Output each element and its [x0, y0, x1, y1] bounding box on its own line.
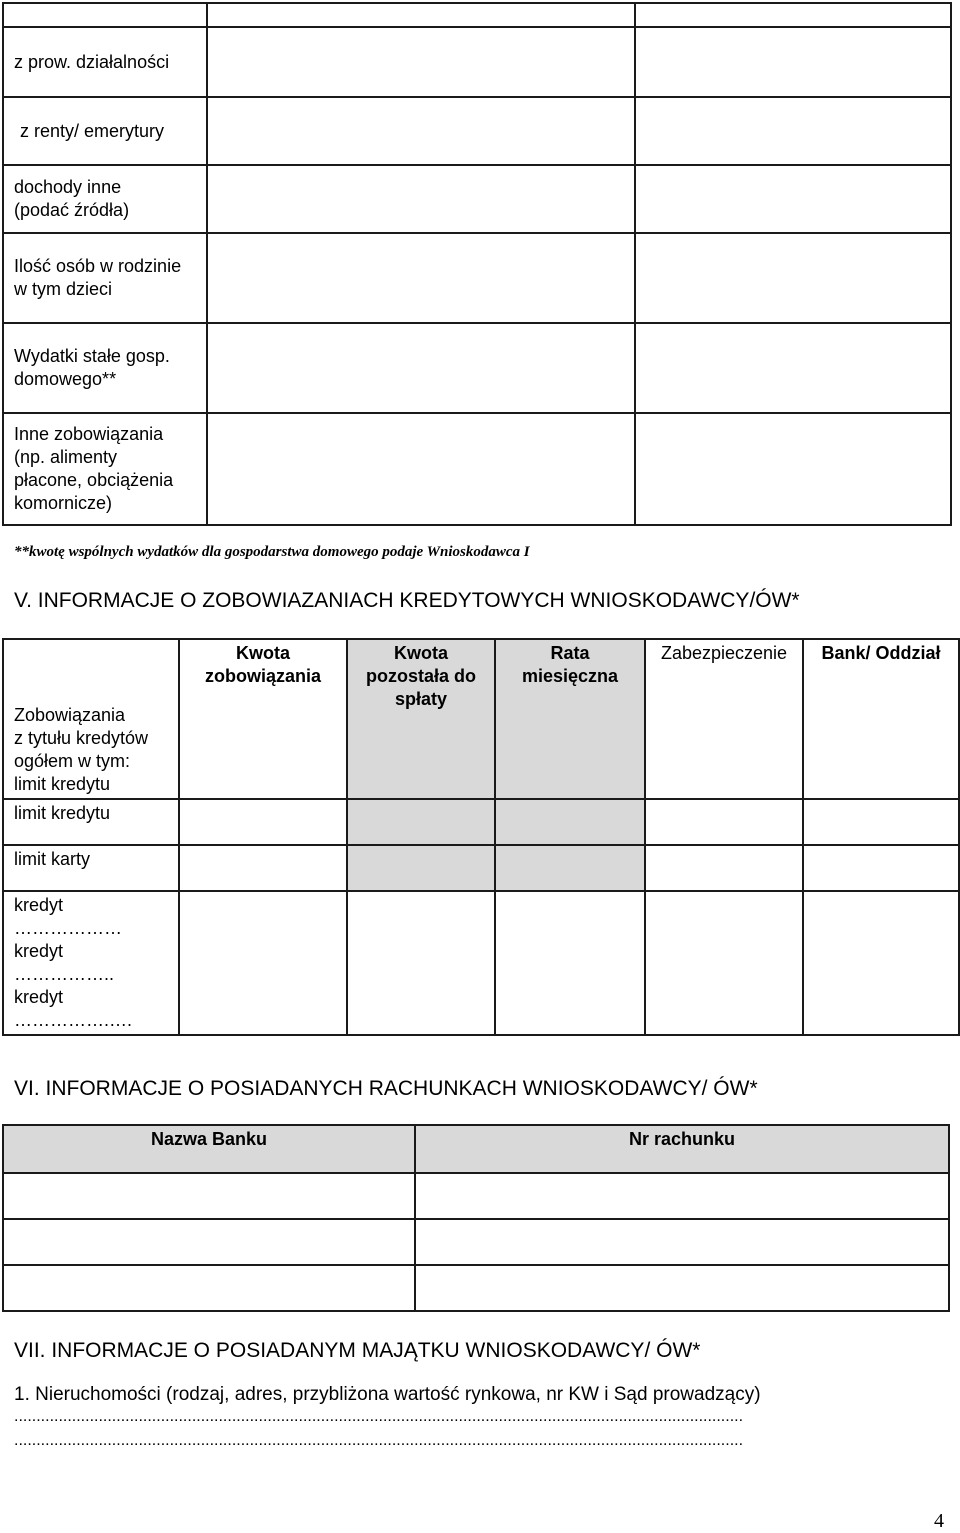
value-cell[interactable] — [645, 845, 803, 891]
value-cell[interactable] — [635, 233, 951, 323]
liabilities-table — [2, 638, 960, 1036]
value-cell[interactable] — [803, 845, 959, 891]
table-row — [3, 1173, 949, 1219]
value-cell[interactable] — [207, 233, 635, 323]
table-row — [3, 891, 959, 1035]
value-cell[interactable] — [207, 27, 635, 97]
value-cell[interactable] — [347, 845, 495, 891]
value-cell[interactable] — [415, 1173, 949, 1219]
value-cell[interactable] — [179, 891, 347, 1035]
row-label: dochody inne (podać źródła) — [3, 165, 207, 233]
column-header: Kwota zobowiązania — [179, 639, 347, 799]
table-row — [3, 97, 951, 165]
table-row — [3, 1265, 949, 1311]
value-cell[interactable] — [495, 845, 645, 891]
table-row — [3, 3, 951, 27]
footnote: **kwotę wspólnych wydatków dla gospodarstwa domowego podaje Wnioskodawca I — [14, 544, 530, 560]
row-label: Zobowiązania z tytułu kredytów ogółem w tym: limit kredytu — [3, 639, 179, 799]
page-number: 4 — [934, 1510, 944, 1532]
value-cell[interactable] — [3, 1265, 415, 1311]
property-item: 1. Nieruchomości (rodzaj, adres, przybliżona wartość rynkowa, nr KW i Sąd prowadzący) — [14, 1384, 761, 1405]
row-label: z prow. działalności — [3, 27, 207, 97]
value-cell[interactable] — [635, 3, 951, 27]
value-cell[interactable] — [635, 97, 951, 165]
value-cell[interactable] — [179, 845, 347, 891]
value-cell[interactable] — [495, 891, 645, 1035]
section-vii-title: VII. INFORMACJE O POSIADANYM MAJĄTKU WNIOSKODAWCY/ ÓW* — [14, 1339, 701, 1362]
value-cell[interactable] — [803, 891, 959, 1035]
value-cell[interactable] — [415, 1219, 949, 1265]
table-row — [3, 233, 951, 323]
value-cell[interactable] — [803, 799, 959, 845]
value-cell[interactable] — [207, 165, 635, 233]
table-row — [3, 845, 959, 891]
row-label: Wydatki stałe gosp. domowego** — [3, 323, 207, 413]
value-cell[interactable] — [207, 3, 635, 27]
value-cell[interactable] — [645, 891, 803, 1035]
table-row — [3, 1219, 949, 1265]
accounts-table — [2, 1124, 950, 1312]
value-cell[interactable] — [207, 413, 635, 525]
row-label: z renty/ emerytury — [3, 97, 207, 165]
table-row — [3, 165, 951, 233]
value-cell[interactable] — [3, 1219, 415, 1265]
section-v-title: V. INFORMACJE O ZOBOWIAZANIACH KREDYTOWYCH WNIOSKODAWCY/ÓW* — [14, 589, 800, 612]
column-header: Nazwa Banku — [3, 1125, 415, 1173]
row-label — [3, 3, 207, 27]
table-row — [3, 413, 951, 525]
row-label: limit kredytu — [3, 799, 179, 845]
table-row — [3, 323, 951, 413]
section-vi-title: VI. INFORMACJE O POSIADANYCH RACHUNKACH WNIOSKODAWCY/ ÓW* — [14, 1077, 758, 1100]
value-cell[interactable] — [495, 799, 645, 845]
value-cell[interactable] — [207, 323, 635, 413]
table-row — [3, 27, 951, 97]
value-cell[interactable] — [635, 165, 951, 233]
table-row — [3, 1125, 949, 1173]
column-header: Nr rachunku — [415, 1125, 949, 1173]
row-label: kredyt ……………… kredyt …………….. kredyt …………….…. — [3, 891, 179, 1035]
dotted-line[interactable]: .................................................................................................................................................................... — [14, 1408, 744, 1425]
table-row — [3, 799, 959, 845]
table-row — [3, 639, 959, 799]
value-cell[interactable] — [635, 413, 951, 525]
column-header: Rata miesięczna — [495, 639, 645, 799]
value-cell[interactable] — [179, 799, 347, 845]
value-cell[interactable] — [645, 799, 803, 845]
value-cell[interactable] — [635, 323, 951, 413]
value-cell[interactable] — [415, 1265, 949, 1311]
column-header: Kwota pozostała do spłaty — [347, 639, 495, 799]
row-label: Ilość osób w rodzinie w tym dzieci — [3, 233, 207, 323]
value-cell[interactable] — [347, 799, 495, 845]
value-cell[interactable] — [635, 27, 951, 97]
value-cell[interactable] — [3, 1173, 415, 1219]
value-cell[interactable] — [207, 97, 635, 165]
income-table — [2, 2, 952, 526]
column-header: Zabezpieczenie — [645, 639, 803, 799]
column-header: Bank/ Oddział — [803, 639, 959, 799]
value-cell[interactable] — [347, 891, 495, 1035]
row-label: Inne zobowiązania (np. alimenty płacone, obciążenia komornicze) — [3, 413, 207, 525]
dotted-line[interactable]: .................................................................................................................................................................... — [14, 1432, 744, 1449]
row-label: limit karty — [3, 845, 179, 891]
